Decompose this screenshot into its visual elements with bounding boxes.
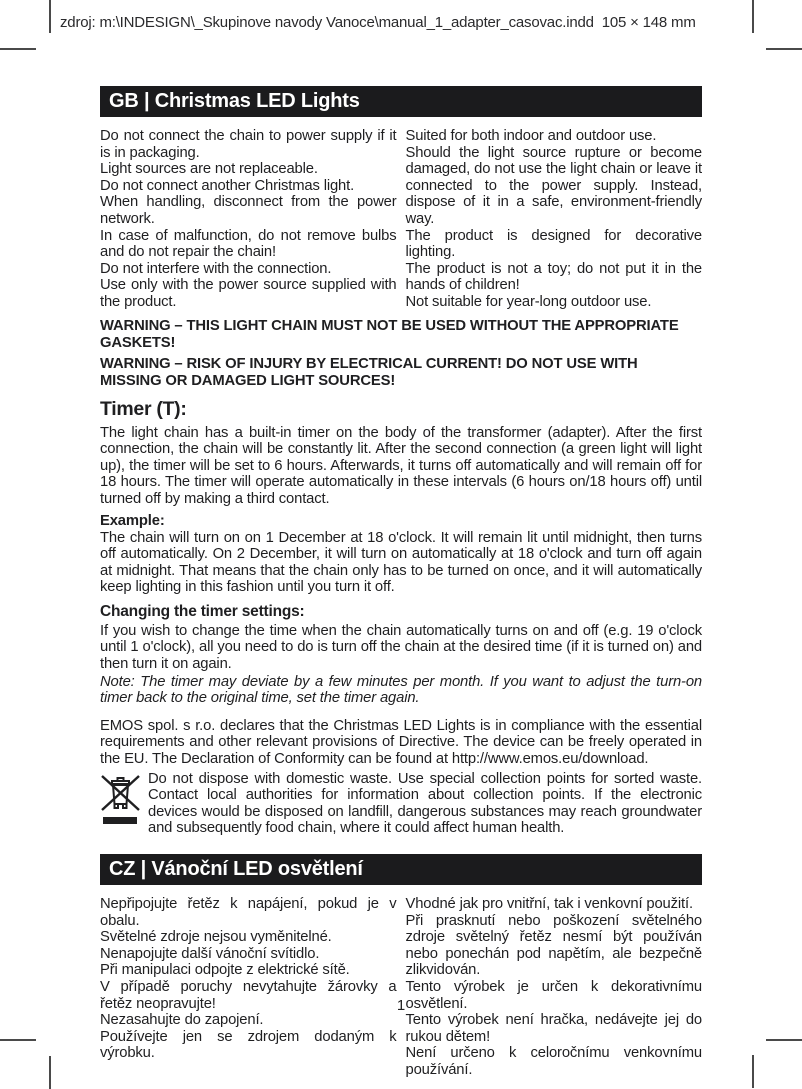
cz-safety-columns (100, 896, 702, 1079)
cz-safety-column-left (100, 896, 397, 1079)
crop-mark-bottom-left-horizontal (0, 1039, 36, 1041)
paragraph-item: The product is not a toy; do not put it in the hands of children! (405, 260, 702, 294)
paragraph-item: Do not interfere with the connection. (100, 260, 332, 277)
cz-section-title-bar: CZ | Vánoční LED osvětlení (100, 854, 702, 885)
gb-example-label: Example: (100, 512, 165, 529)
gb-timer-settings-paragraph: If you wish to change the time when the chain automatically turns on and off (e.g. 19 o'clock until 1 o'clock), all you need to do is turn off the chain at the desired time (if it is turned on) and then turn it on again. (100, 622, 702, 673)
paragraph-item: Světelné zdroje nejsou vyměnitelné. (100, 929, 332, 946)
crop-mark-top-right-vertical (752, 0, 754, 33)
crop-mark-top-left-vertical (49, 0, 51, 33)
paragraph-item: Nenapojujte další vánoční svítidlo. (100, 945, 320, 962)
gb-weee-block (100, 771, 702, 837)
crop-mark-bottom-right-vertical (752, 1055, 754, 1088)
manual-page (100, 86, 702, 1079)
crop-mark-top-left-horizontal (0, 48, 36, 50)
paragraph-item: Nezasahujte do zapojení. (100, 1012, 264, 1029)
paragraph-item: Light sources are not replaceable. (100, 161, 318, 178)
gb-weee-paragraph: Do not dispose with domestic waste. Use special collection points for sorted waste. Contact local authorities for information about collection points. If the electronic devices would be disposed on landfill, dangerous substances may reach groundwater and subsequently food chain, where it could affect human health. (148, 770, 702, 837)
paragraph-item: Tento výrobek je určen k dekorativnímu osvětlení. (405, 978, 702, 1012)
gb-warnings (100, 318, 702, 391)
gb-declaration-paragraph: EMOS spol. s r.o. declares that the Christmas LED Lights is in compliance with the essential requirements and other relevant provisions of Directive. The device can be freely operated in the EU. The Declaration of Conformity can be found at http://www.emos.eu/download. (100, 717, 702, 768)
paragraph-item: Vhodné jak pro vnitřní, tak i venkovní použití. (405, 896, 693, 912)
paragraph-item: WARNING – THIS LIGHT CHAIN MUST NOT BE USED WITHOUT THE APPROPRIATE GASKETS! (100, 317, 679, 352)
gb-safety-columns (100, 128, 702, 311)
paragraph-item: Při prasknutí nebo poškození světelného zdroje světelný řetěz nesmí být používán nebo ponechán pod napětím, ale bezpečně zlikvidován. (405, 912, 702, 979)
paragraph-item: Do not connect the chain to power supply if it is in packaging. (100, 128, 397, 161)
paragraph-item: Tento výrobek není hračka, nedávejte jej do rukou dětem! (405, 1012, 702, 1045)
gb-section-title-bar: GB | Christmas LED Lights (100, 86, 702, 117)
weee-crossed-out-bin-icon (100, 774, 141, 826)
gb-example-paragraph: The chain will turn on on 1 December at 18 o'clock. It will remain lit until midnight, then turns off automatically. On 2 December, it will turn on automatically at 18 o'clock and turn off again at midnight. That means that the chain only has to be turned on once, and it will automatically keep lighting in this fashion until you turn it off. (100, 529, 702, 596)
crop-mark-bottom-right-horizontal (766, 1039, 802, 1041)
crop-mark-bottom-left-vertical (49, 1056, 51, 1089)
gb-safety-column-right (406, 128, 703, 311)
paragraph-item: Should the light source rupture or become damaged, do not use the light chain or leave it connected to the power supply. Instead, dispose of it in a safe, environment-friendly way. (405, 144, 702, 227)
paragraph-item: The product is designed for decorative lighting. (405, 227, 702, 261)
crop-mark-top-right-horizontal (766, 48, 802, 50)
paragraph-item: Používejte jen se zdrojem dodaným k výrobku. (100, 1028, 397, 1062)
paragraph-item: Not suitable for year-long outdoor use. (405, 293, 652, 310)
source-file-line: zdroj: m:\INDESIGN\_Skupinove navody Vanoce\manual_1_adapter_casovac.indd 105 × 148 mm (60, 14, 696, 31)
paragraph-item: Není určeno k celoročnímu venkovnímu používání. (405, 1045, 702, 1078)
gb-timer-settings-note: Note: The timer may deviate by a few minutes per month. If you want to adjust the turn-on timer back to the original time, set the timer again. (100, 673, 702, 707)
paragraph-item: In case of malfunction, do not remove bulbs and do not repair the chain! (100, 227, 397, 261)
cz-safety-column-right (406, 896, 703, 1079)
paragraph-item: Do not connect another Christmas light. (100, 177, 355, 194)
page-number: 1 (396, 997, 406, 1014)
paragraph-item: Při manipulaci odpojte z elektrické sítě. (100, 962, 350, 979)
paragraph-item: Suited for both indoor and outdoor use. (405, 128, 657, 144)
paragraph-item: WARNING – RISK OF INJURY BY ELECTRICAL CURRENT! DO NOT USE WITH MISSING OR DAMAGED LIGHT SOURCES! (100, 355, 638, 390)
gb-timer-heading: Timer (T): (100, 397, 187, 420)
paragraph-item: V případě poruchy nevytahujte žárovky a řetěz neopravujte! (100, 978, 397, 1012)
paragraph-item: Use only with the power source supplied with the product. (100, 277, 397, 310)
paragraph-item: When handling, disconnect from the power network. (100, 194, 397, 227)
gb-timer-paragraph: The light chain has a built-in timer on the body of the transformer (adapter). After the first connection, the chain will be constantly lit. After the second connection (a green light will light up), the timer will be set to 6 hours. Afterwards, it turns off automatically and will remain off for 18 hours. The timer will operate automatically in these intervals (6 hours on/18 hours off) until turned off by making a third contact. (100, 424, 702, 507)
paragraph-item: Nepřipojujte řetěz k napájení, pokud je v obalu. (100, 896, 397, 929)
gb-timer-settings-heading: Changing the timer settings: (100, 602, 305, 620)
gb-safety-column-left (100, 128, 397, 311)
